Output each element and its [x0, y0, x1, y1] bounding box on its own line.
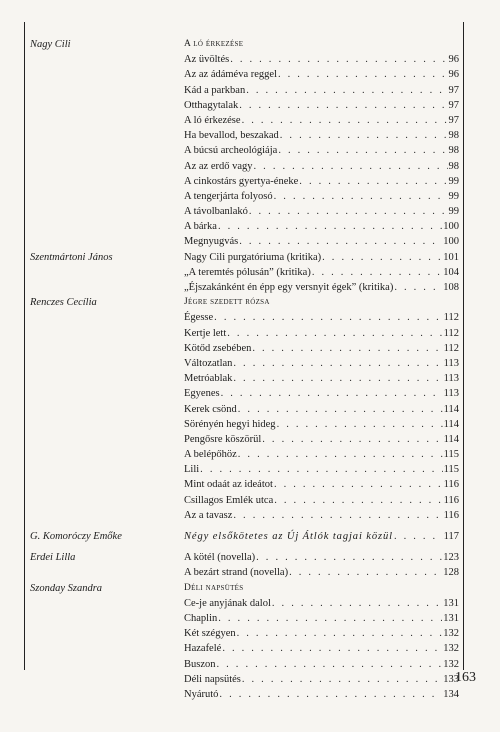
toc-entry-title: Kertje lett	[184, 327, 227, 339]
page-number: 163	[455, 670, 476, 685]
dot-leader	[222, 641, 442, 656]
toc-author: Szentmártoni János	[30, 251, 113, 263]
toc-row	[0, 250, 500, 265]
toc-page-number: 131	[443, 612, 459, 624]
dot-leader	[254, 159, 448, 174]
toc-row	[0, 626, 500, 641]
dot-leader	[221, 386, 443, 401]
toc-page-number: 108	[443, 282, 459, 293]
toc-author: Szonday Szandra	[30, 582, 103, 594]
dot-leader	[239, 98, 447, 113]
dot-leader	[322, 250, 442, 265]
toc-page-number: 116	[443, 509, 459, 521]
dot-leader	[233, 508, 442, 523]
dot-leader	[249, 204, 448, 219]
dot-leader	[278, 143, 447, 158]
toc-entry-title: Chaplin	[184, 612, 218, 624]
toc-row	[0, 641, 500, 656]
toc-row	[0, 341, 500, 356]
toc-entry	[184, 326, 459, 341]
toc-row	[0, 565, 500, 580]
dot-leader	[239, 234, 442, 249]
dot-leader	[277, 417, 443, 432]
dot-leader	[233, 356, 442, 371]
toc-entry-title: Déli napsütés	[184, 673, 241, 685]
toc-row	[0, 529, 500, 544]
toc-entry-title: Egyenes	[184, 388, 220, 400]
toc-row	[0, 52, 500, 67]
toc-page-number: 98	[448, 160, 459, 172]
toc-row	[0, 417, 500, 432]
toc-entry-title: Hazafelé	[184, 643, 222, 655]
toc-page-number: 113	[443, 388, 459, 400]
dot-leader	[217, 657, 443, 672]
toc-entry-title: A tengerjárta folyosó	[184, 190, 273, 202]
toc-entry	[184, 493, 459, 508]
toc-page-number: 133	[443, 673, 459, 685]
toc-row	[0, 98, 500, 113]
toc-entry-title: „Éjszakánként én épp egy versnyit égek” (kritika)	[184, 282, 394, 293]
dot-leader	[280, 128, 448, 143]
toc-page-number: 116	[443, 494, 459, 506]
toc-entry-title: Nagy Cili purgatóriuma (kritika)	[184, 251, 322, 263]
toc-entry-title: Az az ádáméva reggel	[184, 69, 277, 81]
toc-page-number: 97	[448, 84, 459, 96]
toc-author: Erdei Lilla	[30, 552, 76, 564]
toc-entry	[184, 596, 459, 611]
toc-entry	[184, 687, 459, 702]
dot-leader	[278, 67, 448, 82]
dot-leader	[227, 326, 442, 341]
toc-section-heading	[184, 581, 459, 596]
toc-entry	[184, 189, 459, 204]
toc-entry-title: Sörényén hegyi hideg	[184, 418, 276, 430]
toc-entry	[184, 432, 459, 447]
toc-entry	[184, 83, 459, 98]
dot-leader	[394, 529, 443, 544]
dot-leader	[299, 174, 447, 189]
toc-entry-title: Megnyugvás	[184, 236, 239, 248]
toc-page-number: 128	[443, 567, 459, 579]
toc-entry-title: Ce-je anyjának dalol	[184, 597, 271, 609]
toc-entry-title: A cinkostárs gyertya-éneke	[184, 175, 299, 187]
toc-entry-title: Csillagos Emlék utca	[184, 494, 274, 506]
dot-leader	[246, 83, 447, 98]
toc-entry-title: Buszon	[184, 658, 216, 670]
toc-row	[0, 550, 500, 565]
toc-page-number: 115	[443, 464, 459, 476]
toc-entry	[184, 508, 459, 523]
toc-page-number: 112	[443, 342, 459, 354]
toc-row	[0, 596, 500, 611]
toc-entry-title: Az üvöltés	[184, 54, 230, 66]
dot-leader	[274, 189, 448, 204]
dot-leader	[252, 341, 442, 356]
toc-page-number: 116	[443, 479, 459, 491]
toc-page-number: 115	[443, 449, 459, 461]
toc-row	[0, 432, 500, 447]
dot-leader	[394, 280, 442, 295]
toc-entry	[184, 98, 459, 113]
toc-row	[0, 447, 500, 462]
toc-entry-title: Két szégyen	[184, 628, 236, 640]
dot-leader	[242, 672, 442, 687]
toc-entry-title: Metróablak	[184, 373, 233, 385]
toc-entry-title: Az az erdő vagy	[184, 160, 253, 172]
dot-leader	[262, 432, 442, 447]
toc-page-number: 98	[448, 145, 459, 157]
toc-page-number: 97	[448, 114, 459, 126]
toc-entry	[184, 265, 459, 280]
toc-entry-title: A kötél (novella)	[184, 552, 256, 564]
toc-entry-title: Az a tavasz	[184, 509, 233, 521]
toc-row	[0, 37, 500, 52]
toc-author: Nagy Cili	[30, 39, 71, 50]
dot-leader	[218, 611, 442, 626]
toc-row	[0, 371, 500, 386]
toc-row	[0, 189, 500, 204]
toc-entry	[184, 310, 459, 325]
toc-page-number: 132	[443, 658, 459, 670]
toc-page-number: 132	[443, 628, 459, 640]
toc-entry	[184, 128, 459, 143]
toc-page-number: 97	[448, 99, 459, 111]
toc-page-number: 113	[443, 357, 459, 369]
dot-leader	[274, 477, 443, 492]
toc-entry	[184, 234, 459, 249]
dot-leader	[256, 550, 442, 565]
toc-page-number: 112	[443, 312, 459, 324]
dot-leader	[214, 310, 442, 325]
table-of-contents	[0, 37, 500, 702]
toc-entry-title: Lili	[184, 464, 200, 476]
toc-entry-title: Jégre szedett rózsa	[184, 297, 270, 308]
toc-page-number: 123	[443, 552, 459, 564]
toc-entry-title: Déli napsütés	[184, 582, 244, 593]
toc-page-number: 96	[448, 54, 459, 66]
toc-entry	[184, 565, 459, 580]
toc-entry-title: Otthagytalak	[184, 99, 239, 111]
toc-page-number: 114	[443, 433, 459, 445]
toc-entry	[184, 113, 459, 128]
toc-page-number: 132	[443, 643, 459, 655]
toc-row	[0, 477, 500, 492]
toc-entry	[184, 143, 459, 158]
dot-leader	[312, 265, 442, 280]
dot-leader	[272, 596, 442, 611]
toc-row	[0, 611, 500, 626]
toc-row	[0, 657, 500, 672]
toc-row	[0, 687, 500, 702]
toc-row	[0, 295, 500, 310]
toc-entry	[184, 52, 459, 67]
toc-entry	[184, 529, 459, 544]
toc-row	[0, 493, 500, 508]
toc-entry-title: A távolbanlakó	[184, 206, 248, 218]
toc-entry	[184, 250, 459, 265]
toc-entry-title: A bárka	[184, 221, 217, 233]
toc-entry-title: Kád a parkban	[184, 84, 246, 96]
toc-entry-title: A búcsú archeológiája	[184, 145, 278, 157]
toc-row	[0, 67, 500, 82]
toc-entry-title: Kötőd zsebében	[184, 342, 252, 354]
toc-page-number: 114	[443, 403, 459, 415]
toc-entry	[184, 67, 459, 82]
toc-page-number: 131	[443, 597, 459, 609]
toc-entry-title: Változatlan	[184, 357, 233, 369]
toc-row	[0, 159, 500, 174]
dot-leader	[289, 565, 442, 580]
toc-row	[0, 386, 500, 401]
toc-page-number: 112	[443, 327, 459, 339]
toc-row	[0, 128, 500, 143]
toc-row	[0, 280, 500, 295]
toc-entry	[184, 462, 459, 477]
toc-entry	[184, 672, 459, 687]
toc-entry	[184, 386, 459, 401]
toc-entry	[184, 341, 459, 356]
toc-row	[0, 508, 500, 523]
toc-entry	[184, 611, 459, 626]
toc-row	[0, 219, 500, 234]
toc-entry	[184, 447, 459, 462]
toc-page-number: 100	[443, 236, 459, 248]
toc-entry	[184, 657, 459, 672]
toc-page-number: 99	[448, 175, 459, 187]
toc-page-number: 101	[443, 251, 459, 263]
toc-entry-title: Ha bevallod, beszakad	[184, 130, 279, 142]
toc-entry	[184, 219, 459, 234]
toc-page-number: 100	[443, 221, 459, 233]
toc-entry-title: A bezárt strand (novella)	[184, 567, 289, 579]
dot-leader	[200, 462, 442, 477]
toc-row	[0, 310, 500, 325]
toc-page-number: 99	[448, 206, 459, 218]
toc-entry	[184, 417, 459, 432]
toc-entry	[184, 550, 459, 565]
toc-entry-title: Nyárutó	[184, 688, 219, 700]
dot-leader	[233, 371, 442, 386]
dot-leader	[237, 626, 443, 641]
toc-entry	[184, 641, 459, 656]
toc-page-number: 96	[448, 69, 459, 81]
toc-row	[0, 265, 500, 280]
toc-section-heading	[184, 37, 459, 52]
toc-row	[0, 83, 500, 98]
toc-entry	[184, 356, 459, 371]
toc-row	[0, 402, 500, 417]
dot-leader	[274, 493, 442, 508]
toc-entry	[184, 204, 459, 219]
toc-entry	[184, 626, 459, 641]
toc-row	[0, 326, 500, 341]
toc-page-number: 113	[443, 373, 459, 385]
dot-leader	[219, 687, 442, 702]
toc-row	[0, 581, 500, 596]
toc-entry	[184, 477, 459, 492]
toc-row	[0, 204, 500, 219]
dot-leader	[242, 113, 448, 128]
toc-page-number: 98	[448, 130, 459, 142]
toc-page-number: 114	[443, 418, 459, 430]
toc-entry-title: Égesse	[184, 312, 214, 324]
toc-row	[0, 462, 500, 477]
toc-entry	[184, 371, 459, 386]
toc-section-heading	[184, 295, 459, 310]
toc-entry-title: „A teremtés pólusán” (kritika)	[184, 266, 311, 278]
toc-entry-title: Négy elsőkötetes az Új Átlók tagjai közül	[184, 531, 393, 542]
toc-entry	[184, 159, 459, 174]
toc-entry	[184, 402, 459, 417]
toc-entry	[184, 280, 459, 295]
toc-author: G. Komoróczy Emőke	[30, 531, 122, 542]
toc-entry-title: Kerek csönd	[184, 403, 237, 415]
toc-row	[0, 174, 500, 189]
toc-entry-title: A belépőhöz	[184, 449, 237, 461]
dot-leader	[218, 219, 442, 234]
toc-page-number: 104	[443, 266, 459, 278]
toc-entry-title: A ló érkezése	[184, 39, 244, 49]
toc-entry-title: A ló érkezése	[184, 114, 241, 126]
toc-row	[0, 234, 500, 249]
dot-leader	[238, 402, 443, 417]
toc-row	[0, 113, 500, 128]
toc-page-number: 134	[443, 688, 459, 700]
toc-entry-title: Pengősre köszörül	[184, 433, 262, 445]
toc-entry	[184, 174, 459, 189]
toc-row	[0, 672, 500, 687]
toc-page-number: 99	[448, 190, 459, 202]
toc-row	[0, 143, 500, 158]
toc-page-number: 117	[443, 531, 459, 542]
toc-entry-title: Mint odaát az ideátot	[184, 479, 273, 491]
dot-leader	[230, 52, 447, 67]
toc-author: Renczes Cecília	[30, 297, 97, 309]
toc-row	[0, 356, 500, 371]
dot-leader	[238, 447, 443, 462]
